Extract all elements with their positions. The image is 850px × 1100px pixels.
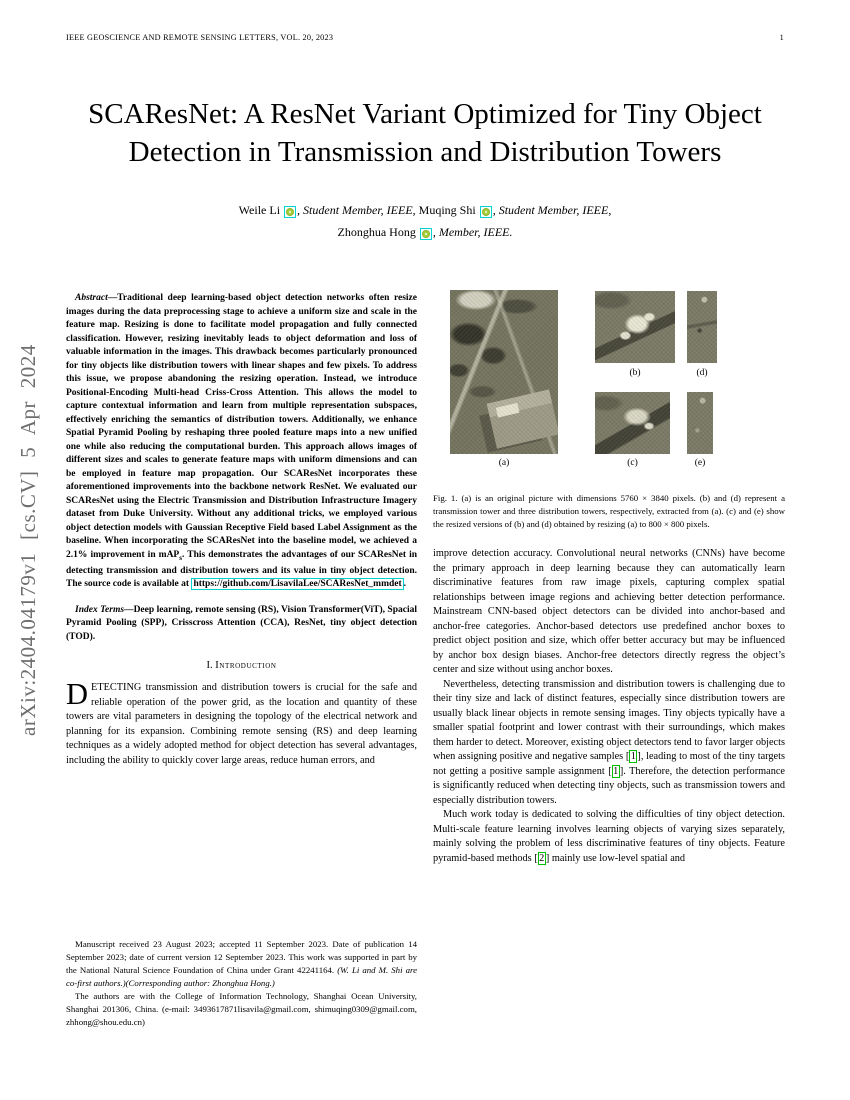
- figure-1: [433, 288, 785, 482]
- arxiv-watermark: arXiv:2404.04179v1 [cs.CV] 5 Apr 2024: [16, 344, 40, 737]
- index-terms-lead: Index Terms: [75, 604, 125, 615]
- body-paragraph-2-text: Nevertheless, detecting transmission and distribution towers is challenging due to their tiny size and lack of distinct features, especially since distribution towers are usually black linear objects in remote sensing images. Tiny objects typically have a smaller spatial footprint and lower contrast with their surroundings, which makes them harder to detect. Moreover, existing object detectors tend to favor larger objects when assigning positive and negative samples [: [433, 678, 785, 762]
- body-paragraph-3-text: ] mainly use low-level spatial and: [545, 852, 686, 864]
- running-header: [66, 33, 784, 42]
- abstract-body-2: . This demonstrates the advantages of our SCAResNet in detecting transmission and distribution towers and its value in tiny object detection. The source code is available at: [66, 549, 417, 590]
- paper-title: SCAResNet: A ResNet Variant Optimized for Tiny Object Detection in Transmission and Distribution Towers: [88, 98, 762, 169]
- building-shape: [487, 389, 558, 448]
- first-page-footnote: [66, 938, 417, 1029]
- body-paragraph-2-text: ], leading to most of the tiny targets not getting a positive sample assignment [: [433, 751, 785, 777]
- author-role: , Student Member, IEEE,: [297, 203, 416, 217]
- citation-1-link[interactable]: 1: [630, 751, 636, 762]
- author-name: Muqing Shi: [418, 203, 476, 217]
- figure-1-image-b: [595, 291, 675, 363]
- page-number: 1: [779, 33, 784, 42]
- figure-label-e: (e): [694, 458, 706, 468]
- intro-paragraph-1-text: ETECTING transmission and distribution towers is crucial for the safe and reliable operation of the power grid, as the location and quantity of these towers are vital parameters in designing the topology of the electrical network and planning for its expansion. Combining remote sensing (RS) and deep learning techniques as a widely adopted method for object detection has several advantages, including the ability to quickly cover large areas, reduce human errors, and: [66, 682, 417, 766]
- citation-2-link[interactable]: 2: [539, 852, 545, 864]
- section-name: Introduction: [215, 660, 277, 672]
- figure-1-image-d: [687, 291, 717, 363]
- author-name: Zhonghua Hong: [337, 225, 416, 239]
- author-name: Weile Li: [238, 203, 281, 217]
- figure-label-b: (b): [629, 368, 641, 378]
- body-paragraph-2: [433, 678, 785, 809]
- figure-label-a: (a): [498, 458, 510, 468]
- index-terms: [66, 604, 417, 645]
- footnote-affiliation: The authors are with the College of Information Technology, Shanghai Ocean University, Shanghai 201306, China. (e-mail: 3493617871lisavila@gmail.com, shimuqing0309@gmail.com, zhhong@shou.edu.cn): [66, 991, 417, 1027]
- figure-1-caption: Fig. 1. (a) is an original picture with dimensions 5760 × 3840 pixels. (b) and (d) represent a transmission tower and three distribution towers, respectively, extracted from (a). (c) and (e) show the resized versions of (b) and (d) obtained by resizing (a) to 800 × 800 pixels.: [433, 493, 785, 529]
- orcid-icon: [422, 230, 430, 238]
- abstract-lead: Abstract: [75, 293, 108, 303]
- figure-1-image-a: [450, 290, 558, 454]
- author-role: , Member, IEEE.: [432, 225, 513, 239]
- author-role: , Student Member, IEEE,: [492, 203, 612, 217]
- citation-1-link[interactable]: 1: [613, 765, 619, 777]
- body-paragraph-3-text: Much work today is dedicated to solving the difficulties of tiny object detection. Multi-scale feature learning involves learning objects of varying sizes separately, mainly solving the problem of less discriminative features of tiny objects. Feature pyramid-based methods [: [433, 809, 785, 864]
- orcid-link[interactable]: [480, 206, 492, 218]
- orcid-link[interactable]: [284, 206, 296, 218]
- drop-cap: D: [66, 677, 89, 712]
- intro-paragraph-1: [66, 677, 417, 768]
- body-paragraph-1: improve detection accuracy. Convolutional neural networks (CNNs) have become the primary approach in deep learning because they can automatically learn discriminative features from raw image pixels, capturing complex spatial relationships between image regions and achieving better detection performance. Mainstream CNN-based object detectors can be divided into anchor-based and anchor-free categories. Anchor-based detectors use predefined anchor boxes to predict object position and size, which offer better accuracy but may be influenced by anchor box design biases. Anchor-free detectors directly regress the object’s center and size without using anchor boxes.: [433, 548, 785, 675]
- left-column: [66, 292, 417, 768]
- abstract: [66, 292, 417, 592]
- body-paragraph-3: [433, 808, 785, 866]
- body-paragraph-2-text: ]. Therefore, the detection performance is significantly reduced when detecting tiny objects, such as transmission towers and especially distribution towers.: [433, 765, 785, 806]
- section-number: I.: [206, 660, 213, 672]
- index-terms-body: —Deep learning, remote sensing (RS), Vision Transformer(ViT), Spacial Pyramid Pooling (SPP), Crisscross Attention (CCA), ResNet, tiny object detection (TOD).: [66, 604, 417, 642]
- abstract-body-3: .: [403, 579, 407, 590]
- figure-1-image-e: [687, 392, 713, 454]
- figure-label-d: (d): [696, 368, 708, 378]
- footnote-corresponding-author: (W. Li and M. Shi are co-first authors.)(Corresponding author: Zhonghua Hong.): [66, 965, 417, 988]
- footnote-manuscript: [66, 938, 417, 990]
- section-heading-introduction: [66, 660, 417, 671]
- footnote-manuscript-text: Manuscript received 23 August 2023; accepted 11 September 2023. Date of publication 14 September 2023; date of current version 12 September 2023. This work was supported in part by the National Natural Science Foundation of China under Grant 42241164.: [66, 939, 417, 975]
- journal-header: IEEE GEOSCIENCE AND REMOTE SENSING LETTERS, VOL. 20, 2023: [66, 33, 334, 42]
- right-column: [433, 288, 785, 866]
- orcid-icon: [482, 208, 490, 216]
- source-code-link[interactable]: https://github.com/LisavilaLee/SCAResNet_mmdet: [193, 579, 402, 590]
- map-subscript: s: [179, 553, 182, 562]
- figure-1-image-c: [595, 392, 670, 454]
- author-line: [105, 199, 745, 243]
- abstract-body-1: —Traditional deep learning-based object detection networks often resize images during the data preprocessing stage to achieve a uniform size and scale in the feature map. Resizing is done to facilitate model propagation and fully connected classification. However, resizing inevitably leads to object deformation and loss of valuable information in the images. This drawback becomes particularly pronounced for tiny objects like distribution towers with linear shapes and few pixels. To address this issue, we propose abandoning the resizing operation. Instead, we introduce Positional-Encoding Multi-head Criss-Cross Attention. This allows the model to capture contextual information and learn from multiple representation subspaces, effectively enriching the semantics of distribution towers. Additionally, we enhance Spatial Pyramid Pooling by reshaping three pooled feature maps into a new unified one while also reducing the computational burden. This approach allows images of different sizes and scales to generate feature maps with uniform dimensions and can be employed in feature map propagation. Our SCAResNet incorporates these aforementioned improvements into the backbone network ResNet. We evaluated our SCAResNet using the Electric Transmission and Distribution Infrastructure Imagery dataset from Duke University. Without any additional tricks, we employed various object detection models with Gaussian Receptive Field based Label Assignment as the baseline. When incorporating the SCAResNet into the baseline model, we achieved a 2.1% improvement in mAP: [66, 293, 417, 560]
- orcid-link[interactable]: [420, 228, 432, 240]
- figure-label-c: (c): [627, 458, 638, 468]
- orcid-icon: [286, 208, 294, 216]
